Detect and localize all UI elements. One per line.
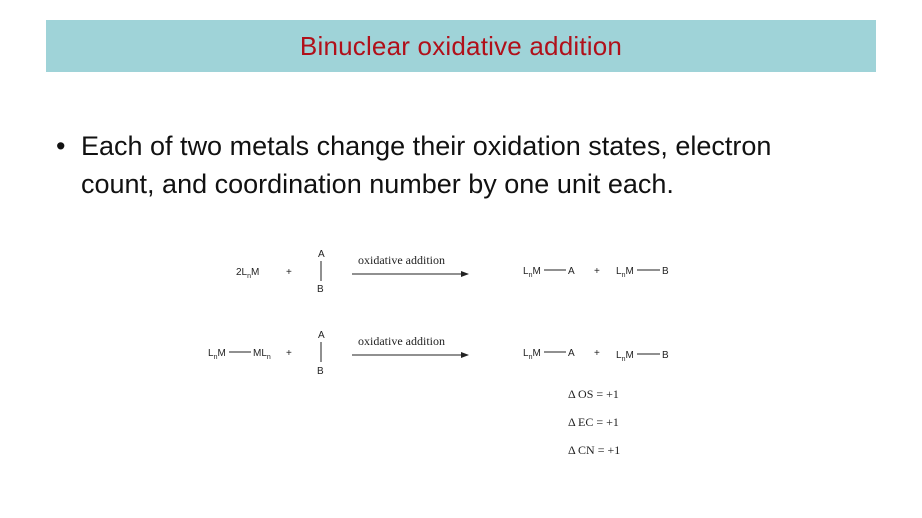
r1-substrate-top: A: [318, 249, 325, 260]
delta-os: Δ OS = +1: [568, 387, 619, 401]
bullet-marker: •: [56, 131, 66, 161]
r2-reactant-right-metal: $ML_n$: [253, 348, 271, 361]
r1-reactant-metal: $2L_nM$: [236, 267, 260, 280]
reaction-1: [236, 249, 669, 295]
r2-plus: +: [286, 348, 292, 359]
r2-reactant-left-metal: $L_nM$: [208, 348, 226, 361]
delta-list: [568, 387, 620, 457]
r1-product1-atom: A: [568, 266, 575, 277]
r1-substrate-bottom: B: [317, 284, 324, 295]
r1-plus-2: +: [594, 266, 600, 277]
r1-plus: +: [286, 267, 292, 278]
r2-product1-atom: A: [568, 348, 575, 359]
r1-product1-metal: $L_nM$: [523, 266, 541, 279]
slide-title: Binuclear oxidative addition: [299, 30, 623, 61]
r2-product2-atom: B: [662, 350, 669, 361]
r2-plus-2: +: [594, 348, 600, 359]
r2-product2-metal: $L_nM$: [616, 350, 634, 363]
delta-cn: Δ CN = +1: [568, 443, 621, 457]
r1-arrow-label: oxidative addition: [358, 253, 445, 267]
r1-product2-metal: $L_nM$: [616, 266, 634, 279]
r2-product1-metal: $L_nM$: [523, 348, 541, 361]
bullet-text: Each of two metals change their oxidation states, electron count, and coordination number by one unit each.: [81, 131, 772, 199]
r2-substrate-bottom: B: [317, 366, 324, 377]
r2-arrow-label: oxidative addition: [358, 334, 445, 348]
delta-ec: Δ EC = +1: [568, 415, 619, 429]
r2-substrate-top: A: [318, 330, 325, 341]
r1-product2-atom: B: [662, 266, 669, 277]
reaction-2: [208, 330, 669, 377]
